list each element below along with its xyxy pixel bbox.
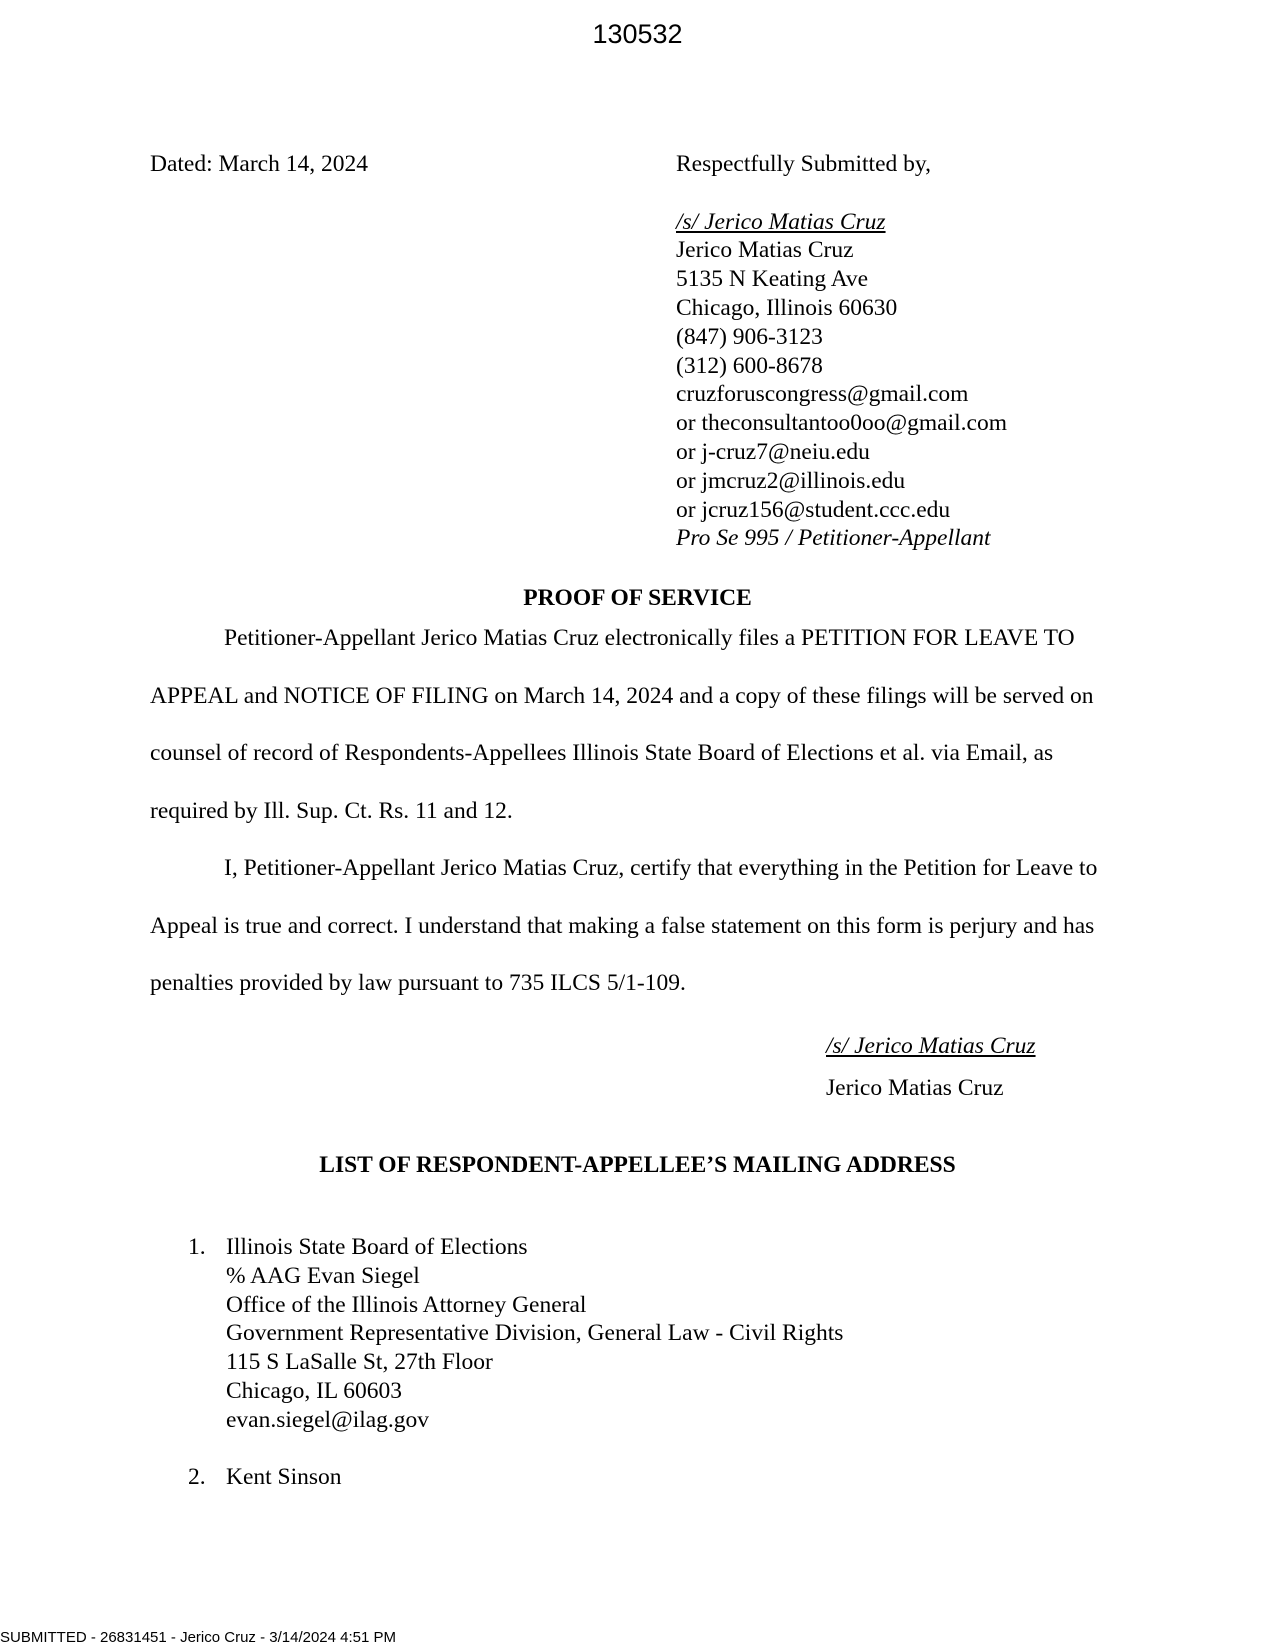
dated-line: Dated: March 14, 2024 [150,151,368,177]
signer-email-3: or j-cruz7@neiu.edu [676,438,870,465]
proof-paragraph-2 [150,840,1130,1013]
respondent-name: Illinois State Board of Elections [226,1234,528,1260]
signer-role: Pro Se 995 / Petitioner-Appellant [676,525,991,552]
email-address: evan.siegel@ilag.gov [226,1406,430,1433]
mailing-list-heading: LIST OF RESPONDENT-APPELLEE’S MAILING ADDRESS [319,1152,956,1178]
list-number: 2. [188,1463,206,1490]
office-line: Office of the Illinois Attorney General [226,1291,587,1318]
submission-footer: SUBMITTED - 26831451 - Jerico Cruz - 3/14/2024 4:51 PM [0,1629,397,1646]
signer-email-4: or jmcruz2@illinois.edu [676,467,906,494]
proof-paragraph-2-text: I, Petitioner-Appellant Jerico Matias Cruz, certify that everything in the Petition for Leave to Appeal is true and correct. I understand that making a false statement on this form is perjury and has penalties provided by law pursuant to 735 ILCS 5/1-109. [150,855,1098,996]
electronic-signature: /s/ Jerico Matias Cruz [676,208,886,235]
signer-city-state-zip: Chicago, Illinois 60630 [676,294,898,321]
division-line: Government Representative Division, General Law - Civil Rights [226,1320,844,1347]
closing-signer-name: Jerico Matias Cruz [826,1075,1004,1101]
page-number: 130532 [592,19,683,49]
proof-of-service-heading: PROOF OF SERVICE [523,585,752,611]
signer-email-2: or theconsultantoo0oo@gmail.com [676,410,1007,437]
signer-email-5: or jcruz156@student.ccc.edu [676,496,951,523]
signature-block [676,150,1007,553]
respondent-name: Kent Sinson [226,1463,342,1490]
closing-electronic-signature: /s/ Jerico Matias Cruz [826,1033,1036,1059]
signer-name: Jerico Matias Cruz [676,237,854,264]
list-item [150,1463,843,1492]
care-of-line: % AAG Evan Siegel [226,1262,420,1289]
list-number: 1. [188,1234,206,1260]
mailing-address-list [150,1233,843,1491]
street-address: 115 S LaSalle St, 27th Floor [226,1349,493,1376]
city-state-zip: Chicago, IL 60603 [226,1377,402,1404]
list-item [150,1233,843,1435]
closing-signature [826,1025,1036,1109]
signer-street-address: 5135 N Keating Ave [676,266,869,293]
signer-email-1: cruzforuscongress@gmail.com [676,381,969,408]
proof-paragraph-1 [150,610,1130,840]
signer-phone-2: (312) 600-8678 [676,352,823,379]
signer-phone-1: (847) 906-3123 [676,323,823,350]
proof-paragraph-1-text: Petitioner-Appellant Jerico Matias Cruz electronically files a PETITION FOR LEAVE TO APPEAL and NOTICE OF FILING on March 14, 2024 and a copy of these filings will be served on counsel of record of Respondents-Appellees Illinois State Board of Elections et al. via Email, as required by Ill. Sup. Ct. Rs. 11 and 12. [150,625,1094,824]
signature-intro: Respectfully Submitted by, [676,151,931,177]
